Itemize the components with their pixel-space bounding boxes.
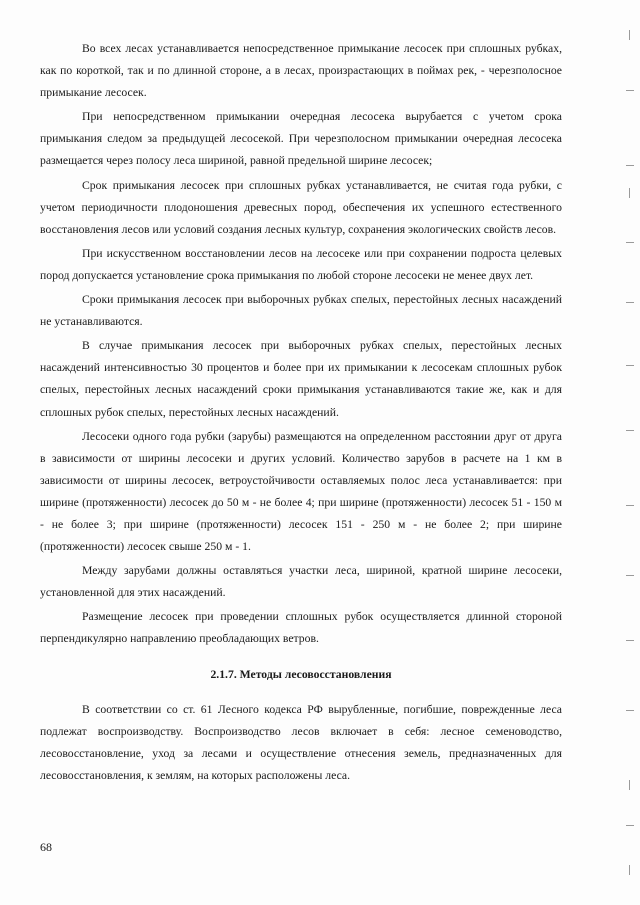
paragraph-forest-strips: Между зарубами должны оставляться участки леса, шириной, кратной ширине лесосеки, установленной для этих насаждений. [40, 564, 562, 600]
section-heading: 2.1.7. Методы лесовосстановления [210, 667, 392, 681]
scan-edge-mark [626, 710, 634, 711]
paragraph-adjacency-types: Во всех лесах устанавливается непосредственное примыкание лесосек при сплошных рубках, как по короткой, так и по длинной стороне, а в лесах, произрастающих в поймах рек, - черезполосное примыкание лесосек. [40, 42, 562, 100]
scan-edge-mark [626, 90, 634, 91]
paragraph-cutting-areas-distance: Лесосеки одного года рубки (зарубы) размещаются на определенном расстоянии друг от друга в зависимости от ширины лесосеки и других условий. Количество зарубов в расчете на 1 км в зависимости от ширины лесосек, ветроустойчивости оставляемых полос леса устанавливается: при ширине (протяженности) лесосек до 50 м - не более 4; при ширине (протяженности) лесосек 51 - 150 м - не более 3; при ширине (протяженности) лесосек 151 - 250 м - не более 2; при ширине (протяженности) лесосек свыше 250 м - 1. [40, 429, 562, 554]
scan-edge-mark [626, 430, 634, 431]
scan-edge-mark [629, 865, 630, 875]
scan-edge-mark [629, 780, 630, 790]
scan-edge-mark [626, 640, 634, 641]
document-body [40, 38, 562, 789]
scan-edge-mark [626, 365, 634, 366]
paragraph-artificial-restoration: При искусственном восстановлении лесов на лесосеке или при сохранении подроста целевых пород допускается установление срока примыкания по любой стороне лесосеки не менее двух лет. [40, 246, 562, 282]
scan-edge-mark [629, 188, 630, 198]
scan-edge-mark [626, 575, 634, 576]
scan-edge-mark [626, 505, 634, 506]
scan-edge-mark [626, 302, 634, 303]
scan-edge-mark [626, 165, 634, 166]
paragraph-adjacency-order: При непосредственном примыкании очередная лесосека вырубается с учетом срока примыкания следом за предыдущей лесосекой. При черезполосном примыкании очередная лесосека размещается через полосу леса шириной, равной предельной ширине лесосек; [40, 110, 562, 168]
scan-edge-mark [626, 242, 634, 243]
scan-edge-mark [629, 30, 630, 40]
page-number: 68 [40, 840, 52, 854]
paragraph-adjacency-term: Срок примыкания лесосек при сплошных рубках устанавливается, не считая года рубки, с учетом периодичности плодоношения древесных пород, обеспечения их успешного естественного восстановления лесов или условий создания лесных культур, сохранения экологических свойств лесов. [40, 178, 562, 236]
scan-edge-marks [622, 20, 634, 890]
scan-edge-mark [626, 825, 634, 826]
paragraph-wind-orientation: Размещение лесосек при проведении сплошных рубок осуществляется длинной стороной перпендикулярно направлению преобладающих ветров. [40, 610, 562, 646]
paragraph-selective-cutting-terms: Сроки примыкания лесосек при выборочных рубках спелых, перестойных лесных насаждений не устанавливаются. [40, 293, 562, 329]
paragraph-reforestation-code: В соответствии со ст. 61 Лесного кодекса РФ вырубленные, погибшие, поврежденные леса подлежат воспроизводству. Воспроизводство лесов включает в себя: лесное семеноводство, лесовосстановление, уход за лесами и осуществление отнесения земель, предназначенных для лесовосстановления, к землям, на которых расположены леса. [40, 702, 562, 782]
paragraph-selective-cutting-intensity: В случае примыкания лесосек при выборочных рубках спелых, перестойных лесных насаждений интенсивностью 30 процентов и более при их примыкании к лесосекам сплошных рубок спелых, перестойных лесных насаждений сроки примыкания устанавливаются такие же, как и для сплошных рубок спелых, перестойных лесных насаждений. [40, 339, 562, 419]
